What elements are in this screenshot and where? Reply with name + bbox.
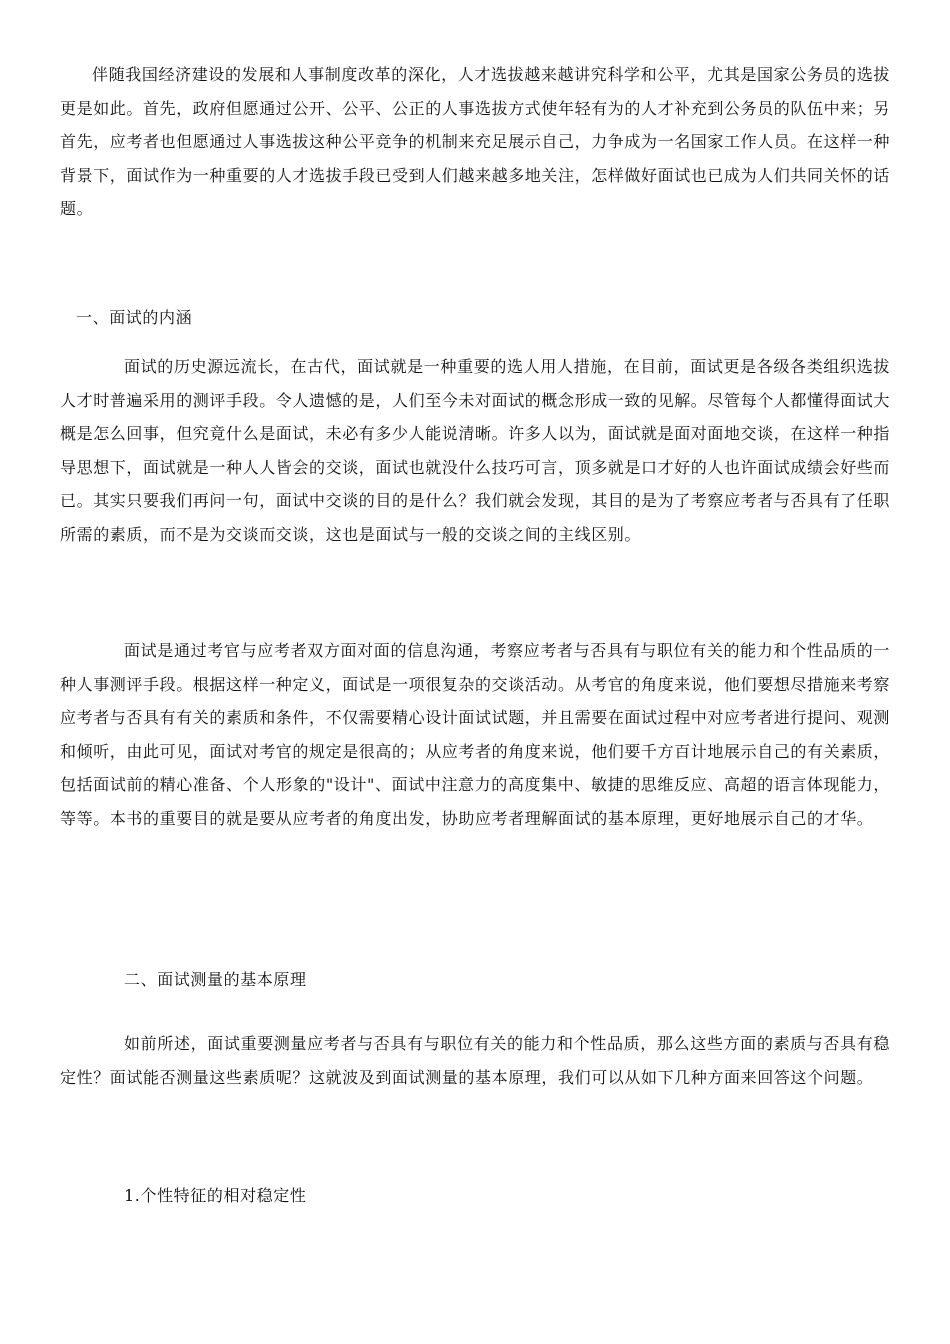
- connotation-paragraph-history: 面试的历史源远流长，在古代，面试就是一种重要的选人用人措施，在目前，面试更是各级各类组织选拔人才时普遍采用的测评手段。令人遗憾的是，人们至今未对面试的概念形成一致的见解。尽管每个人都懂得面试大概是怎么回事，但究竟什么是面试，未必有多少人能说清晰。许多人以为，面试就是面对面地交谈，在这样一种指导思想下，面试就是一种人人皆会的交谈，面试也就没什么技巧可言，顶多就是口才好的人也许面试成绩会好些而已。其实只要我们再问一句，面试中交谈的目的是什么？我们就会发现，其目的是为了考察应考者与否具有了任职所需的素质，而不是为交谈而交谈，这也是面试与一般的交谈之间的主线区别。: [60, 357, 891, 544]
- connotation-paragraph-definition: 面试是通过考官与应考者双方面对面的信息沟通，考察应考者与否具有与职位有关的能力和个性品质的一种人事测评手段。根据这样一种定义，面试是一项很复杂的交谈活动。从考官的角度来说，他们要想尽措施来考察应考者与否具有有关的素质和条件，不仅需要精心设计面试试题，并且需要在面试过程中对应考者进行提问、观测和倾听，由此可见，面试对考官的规定是很高的；从应考者的角度来说，他们要千方百计地展示自己的有关素质，包括面试前的精心准备、个人形象的"设计"、面试中注意力的高度集中、敏捷的思维反应、高超的语言体现能力，等等。本书的重要目的就是要从应考者的角度出发，协助应考者理解面试的基本原理，更好地展示自己的才华。: [60, 641, 891, 828]
- section-heading-principles: 二、面试测量的基本原理: [124, 970, 307, 989]
- subsection-heading-personality-stability: 1.个性特征的相对稳定性: [124, 1186, 307, 1205]
- principles-paragraph-intro: 如前所述，面试重要测量应考者与否具有与职位有关的能力和个性品质，那么这些方面的素质与否具有稳定性？面试能否测量这些素质呢？这就波及到面试测量的基本原理，我们可以从如下几种方面来回答这个问题。: [60, 1034, 890, 1087]
- section-heading-connotation: 一、面试的内涵: [76, 308, 193, 327]
- intro-paragraph: 伴随我国经济建设的发展和人事制度改革的深化，人才选拔越来越讲究科学和公平，尤其是国家公务员的选拔更是如此。首先，政府但愿通过公开、公平、公正的人事选拔方式使年轻有为的人才补充到公务员的队伍中来；另首先，应考者也但愿通过人事选拔这种公平竞争的机制来充足展示自己，力争成为一名国家工作人员。在这样一种背景下，面试作为一种重要的人才选拔手段已受到人们越来越多地关注，怎样做好面试也已成为人们共同关怀的话题。: [60, 65, 891, 218]
